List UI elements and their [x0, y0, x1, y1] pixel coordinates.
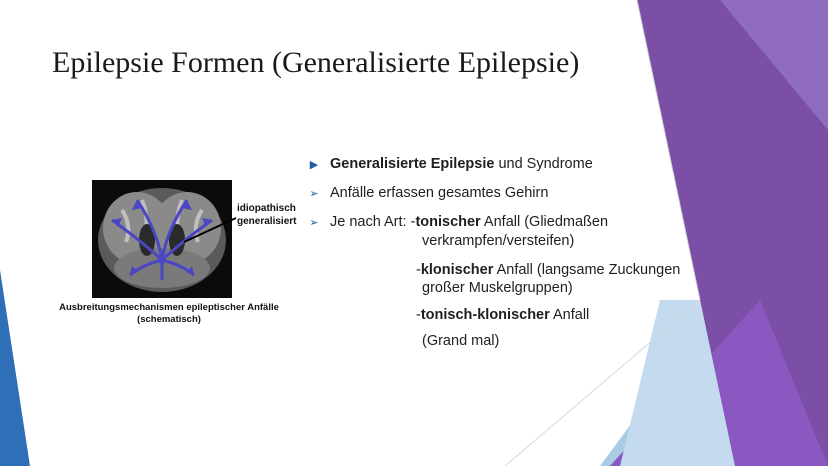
brain-figure: [92, 180, 296, 298]
arrow-bullet-icon: ➢: [309, 188, 319, 200]
triangle-bullet-icon: ▶: [309, 159, 319, 171]
bullet-bold-tonisch-klonischer: tonisch-klonischer: [420, 307, 550, 323]
figure-label-line1: idiopathisch: [237, 203, 296, 214]
bullet-text-anfall: Anfall: [549, 307, 590, 323]
dash-tonisch-klonischer: -: [416, 307, 421, 323]
bullet-text-grand-mal: (Grand mal): [422, 333, 500, 349]
pointer-line: [184, 218, 236, 242]
bullet-bold-generalisierte: Generalisierte Epilepsie: [330, 156, 495, 172]
figure-label-line2: generalisiert: [237, 216, 297, 227]
figure-label: [237, 202, 296, 228]
left-edge-shape: [0, 270, 30, 466]
bullet-item-klonischer: [416, 262, 680, 278]
bullet-text-syndrome: und Syndrome: [494, 156, 593, 172]
figure-caption: [44, 302, 294, 326]
slide-title: Epilepsie Formen (Generalisierte Epilepsie): [52, 46, 580, 79]
figure-caption-line1: Ausbreitungsmechanismen epileptischer Anfälle: [59, 302, 279, 313]
bullet-item-tonisch-klonischer: [416, 307, 589, 323]
bullet-bold-klonischer: klonischer: [420, 262, 494, 278]
bullet-text-muskelgruppen: großer Muskelgruppen): [422, 280, 573, 296]
bullet-text-langsame: Anfall (langsame Zuckungen: [493, 262, 681, 278]
bullet-text-gliedmassen: Anfall (Gliedmaßen: [480, 214, 609, 230]
figure-caption-line2: (schematisch): [137, 314, 201, 325]
arrow-bullet-icon: ➢: [309, 217, 319, 229]
bullet-text-verkrampfen: verkrampfen/versteifen): [422, 233, 575, 249]
bullet-text-je-nach-art: Je nach Art: -: [330, 214, 416, 230]
dash-klonischer: -: [416, 262, 421, 278]
bullet-text-anfaelle: Anfälle erfassen gesamtes Gehirn: [330, 185, 549, 201]
bullet-bold-tonischer: tonischer: [415, 214, 481, 230]
